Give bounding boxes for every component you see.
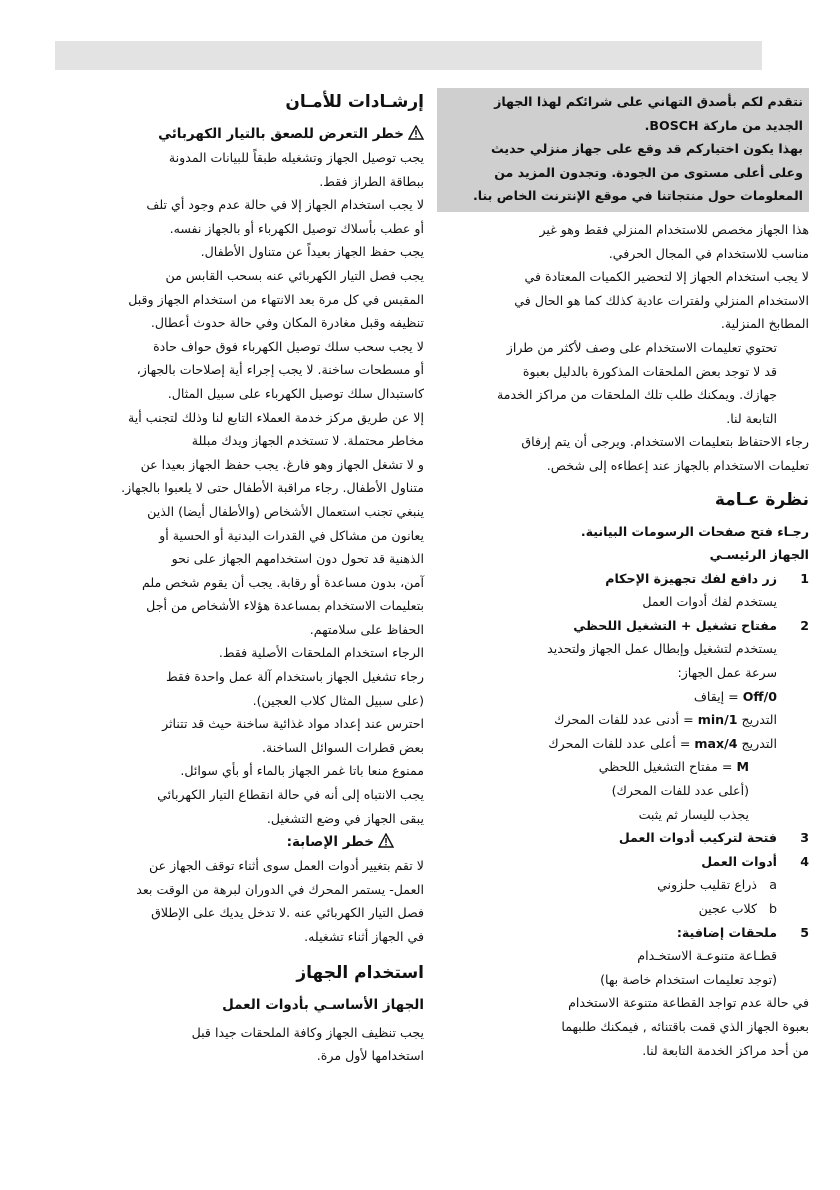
shock-line: بعض قطرات السوائل الساخنة. [261,739,424,755]
main-device-heading: الجهاز الرئيسـي [709,547,809,563]
tool-row [437,873,809,897]
shock-line: الذهنية قد تحول دون استخدامهم الجهاز على نحو [171,551,424,567]
injury-heading [82,830,424,854]
item-desc: يستخدم لفك أدوات العمل [642,594,777,610]
shock-line: يجب فصل التيار الكهربائي عنه بسحب القابس من [165,267,424,283]
item-number: 1 [800,570,809,586]
instructions-line: قد لا توجد بعض الملحقات المذكورة بالدليل بعبوة [522,363,777,379]
item-title: مفتاح تشغيل + التشغيل اللحظي [573,617,777,633]
shock-line: مخاطر محتملة. لا تستخدم الجهاز ويدك مبللة [191,433,424,449]
shock-text [82,146,424,830]
shock-line: يجب توصيل الجهاز وتشغيله طبقاً للبيانات المدونة [168,150,424,165]
shock-line: بتعليمات الاستخدام بمساعدة هؤلاء الأشخاص من أجل [146,598,424,614]
overview-item [437,850,809,874]
m-note: يجذب لليسار ثم يثبت [638,806,749,822]
shock-line: (على سبيل المثال كلاب العجين). [252,692,424,708]
intro-box [437,88,809,212]
injury-line: لا تقم بتغيير أدوات العمل سوى أثناء توقف الجهاز عن [148,858,424,874]
accessory-line: من أحد مراكز الخدمة التابعة لنا. [642,1042,809,1058]
tool-letter: b [769,901,777,916]
usage-line: مناسب للاستخدام في المجال الحرفي. [608,245,809,261]
safety-title: إرشـادات للأمـان [285,92,424,112]
shock-title: خطر التعرض للصعق بالتيار الكهربائي [158,126,404,142]
shock-heading [82,122,424,146]
use-title: استخدام الجهاز [296,962,424,983]
intro-line: نتقدم لكم بأصدق التهاني على شرائكم لهذا الجهاز [494,94,803,109]
accessory-line: (توجد تعليمات استخدام خاصة بها) [600,971,777,987]
header-bar [55,41,762,70]
basic-line: استخدامها لأول مرة. [316,1048,424,1064]
injury-line: في الجهاز أثناء تشغيله. [304,929,424,944]
accessory-line: قطـاعة متنوعـة الاستخـدام [637,948,777,964]
shock-line: يبقى الجهاز في وضع التشغيل. [266,810,424,826]
shock-line: ينبغي تجنب استعمال الأشخاص (والأطفال أيضا) الذين [147,503,424,519]
accessory-line: بعبوة الجهاز الذي قمت باقتنائه , فيمكنك طلبهما [561,1018,809,1034]
setting-row [437,732,809,756]
setting-row [437,685,809,709]
instructions-paragraph [437,336,809,430]
setting-row [437,755,809,779]
setting-key: max/4 [694,735,738,751]
accessory-line: في حالة عدم تواجد القطاعة متنوعة الاستخدام [568,995,809,1011]
right-column [437,88,809,1062]
shock-line: متناول الأطفال. رجاء مراقبة الأطفال حتى لا يلعبوا بالجهاز. [121,480,424,496]
setting-key: M [736,759,749,775]
item-title: أدوات العمل [701,853,777,869]
usage-line: المطابخ المنزلية. [720,316,809,332]
shock-line: أو مسطحات ساخنة. لا يجب إجراء أية إصلاحات بالجهاز، [136,362,424,378]
intro-line: المعلومات حول منتجاتنا في موقع الإنترنت الخاص بنا. [472,188,803,204]
basic-title: الجهاز الأساسـي بأدوات العمل [222,996,424,1013]
warning-icon [378,833,394,848]
usage-line: الاستخدام المنزلي ولفترات عادية كذلك كما هو الحال في [514,292,809,308]
basic-line: يجب تنظيف الجهاز وكافة الملحقات جيدا قبل [191,1024,424,1040]
tool-text: كلاب عجين [698,901,757,916]
shock-line: كاستبدال سلك توصيل الكهرباء على سبيل المثال. [167,385,424,401]
shock-line: احترس عند إعداد مواد غذائية ساخنة حيث قد تتناثر [162,716,424,732]
open-pages-note: رجـاء فتح صفحات الرسومات البيانية. [580,523,809,539]
setting-text: = أعلى عدد للفات المحرك [548,735,691,751]
setting-prefix: التدريج [741,735,777,751]
shock-line: يعانون من مشاكل في القدرات البدنية أو الحسية أو [159,527,424,543]
setting-key: Off/0 [742,688,777,704]
injury-title: خطر الإصابة: [286,834,374,851]
shock-line: يجب حفظ الجهاز بعيداً عن متناول الأطفال. [200,244,424,260]
intro-line: بهذا يكون اختياركم قد وقع على جهاز منزلي حديث [491,141,803,157]
left-column [82,88,424,1068]
setting-text: = إيقاف [693,688,739,704]
item-desc: يستخدم لتشغيل وإبطال عمل الجهاز ولتحديد [547,641,777,657]
shock-line: آمن، بدون مساعدة أو رقابة. يجب أن يقوم شخص ملم [141,574,424,590]
shock-line: يجب الانتباه إلى أنه في حالة انقطاع التيار الكهربائي [157,787,424,803]
shock-line: لا يجب استخدام الجهاز إلا في حالة عدم وجود أي تلف [146,197,424,213]
item-title: فتحة لتركيب أدوات العمل [618,830,777,846]
setting-prefix: التدريج [741,712,777,728]
instructions-line: جهازك. ويمكنك طلب تلك الملحقات من مراكز الخدمة [496,387,777,403]
shock-line: ممنوع منعا باتا غمر الجهاز بالماء أو بأي سوائل. [180,763,424,779]
overview-item [437,921,809,945]
item-number: 4 [800,853,809,869]
injury-text [82,854,424,948]
overview-item [437,567,809,591]
injury-line: فصل التيار الكهربائي عنه .لا تدخل يديك على الإطلاق [151,905,424,921]
overview-item [437,614,809,638]
basic-text [82,1021,424,1068]
setting-text: = مفتاح التشغيل اللحظي [598,759,733,775]
injury-line: العمل- يستمر المحرك في الدوران لبرهة من الوقت بعد [136,881,424,897]
setting-key: min/1 [697,712,738,728]
speed-label: سرعة عمل الجهاز: [677,665,777,681]
tool-letter: a [769,877,777,893]
usage-line: هذا الجهاز مخصص للاستخدام المنزلي فقط وهو غير [539,221,809,237]
item-number: 2 [800,617,809,633]
intro-line: الجديد من ماركة BOSCH. [644,117,803,133]
shock-line: أو عطب بأسلاك توصيل الكهرباء أو بالجهاز نفسه. [169,220,424,236]
shock-line: الرجاء استخدام الملحقات الأصلية فقط. [218,645,424,661]
setting-text: = أدنى عدد للفات المحرك [554,712,694,728]
item-title: ملحقات إضافية: [676,924,777,940]
item-title: زر دافع لفك تجهيزة الإحكام [605,570,777,586]
intro-line: وعلى أعلى مستوى من الجودة. وتجدون المزيد من [494,164,803,180]
shock-line: إلا عن طريق مركز خدمة العملاء التابع لنا وذلك لتجنب أية [128,409,424,425]
shock-line: لا يجب سحب سلك توصيل الكهرباء فوق حواف حادة [153,338,424,354]
item-number: 5 [800,924,809,940]
shock-line: تنظيفه وقبل مغادرة المكان وفي حالة حدوث أعطال. [150,315,424,331]
overview-title: نظرة عـامة [714,489,809,510]
instructions-line: التابعة لنا. [726,410,777,426]
tool-text: ذراع تقليب حلزوني [657,877,757,893]
overview-item [437,826,809,850]
m-note: (أعلى عدد للفات المحرك) [611,783,749,799]
shock-line: ببطاقة الطراز فقط. [319,173,424,189]
keep-line: تعليمات الاستخدام بالجهاز عند إعطاءه إلى شخص. [546,457,809,473]
shock-line: المقبس في كل مرة بعد الانتهاء من استخدام الجهاز وقبل [128,291,424,307]
setting-row [437,708,809,732]
instructions-line: تحتوي تعليمات الاستخدام على وصف لأكثر من طراز [506,339,777,355]
tool-row [437,897,809,921]
usage-line: لا يجب استخدام الجهاز إلا لتحضير الكميات المعتادة في [524,269,809,285]
shock-line: رجاء تشغيل الجهاز باستخدام آلة عمل واحدة فقط [165,669,424,685]
shock-line: الحفاظ على سلامتهم. [309,621,424,637]
keep-line: رجاء الاحتفاظ بتعليمات الاستخدام. ويرجى أن يتم إرفاق [521,434,809,450]
item-number: 3 [800,830,809,846]
shock-line: و لا تشغل الجهاز وهو فارغ. يجب حفظ الجهاز بعيدا عن [140,456,424,472]
warning-icon [408,125,424,140]
